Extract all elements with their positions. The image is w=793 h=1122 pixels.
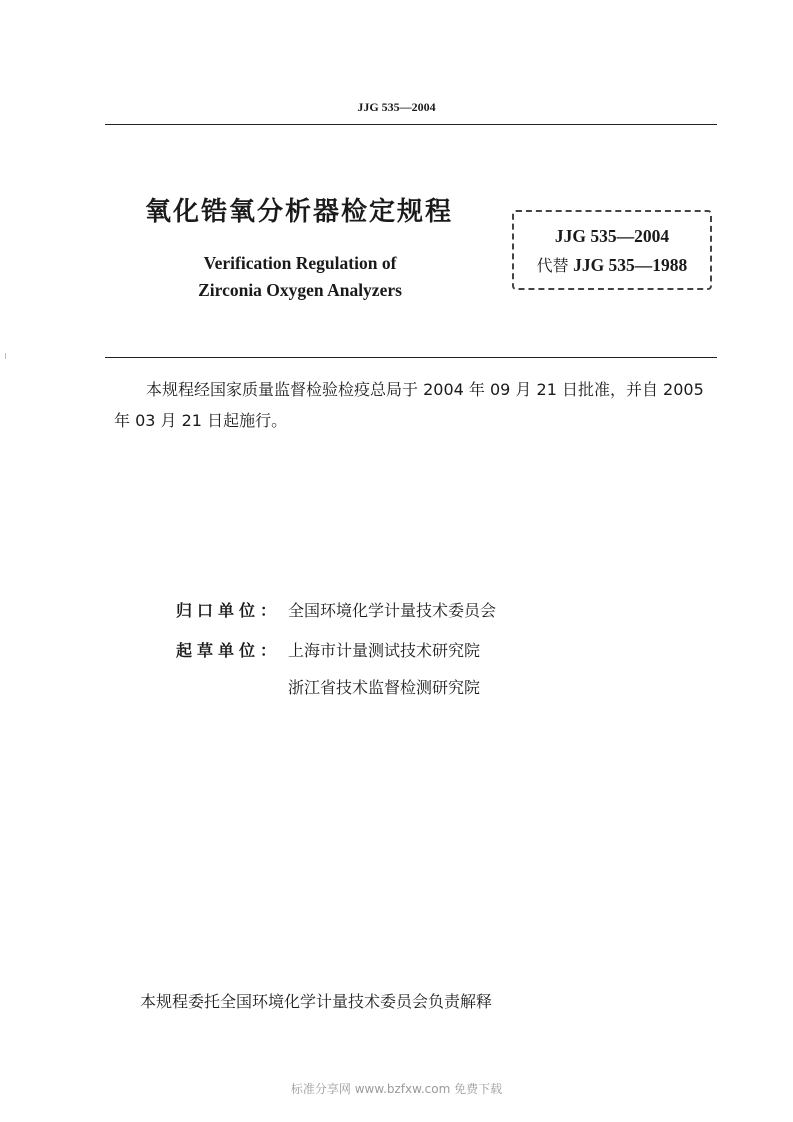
code-box-replaces: [512, 253, 712, 276]
header-standard-code: JJG 535—2004: [357, 100, 436, 114]
drafting-unit-label: 起草单位：: [176, 641, 282, 660]
title-rule: [105, 357, 717, 358]
header-rule: [105, 124, 717, 125]
watermark-text: 标准分享网 www.bzfxw.com 免费下载: [290, 1082, 503, 1096]
title-chinese: 氧化锆氧分析器检定规程: [145, 197, 454, 227]
replace-code: JJG 535—1988: [573, 255, 688, 275]
drafting-unit-value-1: 上海市计量测试技术研究院: [288, 641, 481, 660]
drafting-unit-value-2: 浙江省技术监督检测研究院: [288, 678, 481, 697]
title-english-line2: Zirconia Oxygen Analyzers: [198, 280, 402, 300]
approval-paragraph: 本规程经国家质量监督检验检疫总局于 2004 年 09 月 21 日批准，并自 2005 年 03 月 21 日起施行。: [114, 380, 704, 430]
standard-code-box: [512, 210, 712, 290]
code-box-current-code: JJG 535—2004: [554, 226, 670, 246]
title-english-line1: Verification Regulation of: [203, 253, 397, 273]
interpretation-note: 本规程委托全国环境化学计量技术委员会负责解释: [140, 992, 493, 1011]
replace-label: 代替: [536, 256, 569, 275]
margin-mark: [5, 353, 6, 359]
responsible-unit-label: 归口单位：: [176, 601, 282, 620]
responsible-unit-value: 全国环境化学计量技术委员会: [288, 601, 497, 620]
